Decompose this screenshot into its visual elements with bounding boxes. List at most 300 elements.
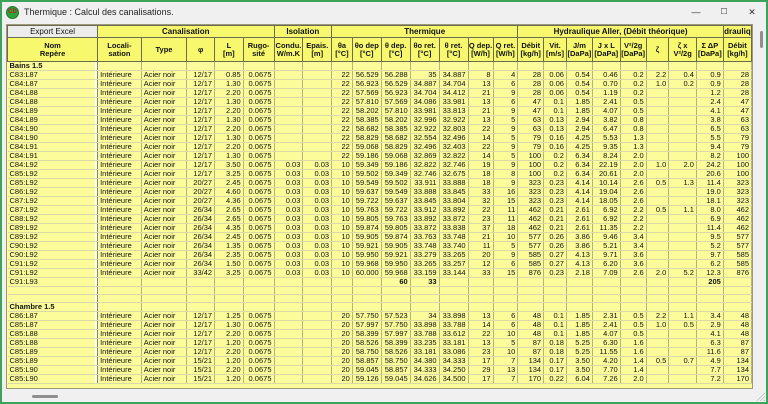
cell[interactable]: C87:L92 bbox=[8, 197, 98, 206]
cell[interactable]: 1.30 bbox=[215, 80, 244, 89]
cell[interactable] bbox=[566, 303, 592, 312]
cell[interactable] bbox=[468, 278, 493, 287]
cell[interactable]: 0.03 bbox=[274, 197, 303, 206]
cell[interactable]: 2.61 bbox=[566, 215, 592, 224]
cell[interactable]: 1.30 bbox=[215, 98, 244, 107]
cell[interactable] bbox=[646, 260, 669, 269]
cell[interactable] bbox=[410, 295, 439, 303]
cell[interactable]: Acier noir bbox=[141, 116, 187, 125]
cell[interactable]: 34.250 bbox=[439, 366, 468, 375]
cell[interactable]: 4.35 bbox=[215, 224, 244, 233]
cell[interactable]: Intérieure bbox=[98, 339, 142, 348]
cell[interactable]: 0.2 bbox=[544, 170, 567, 179]
cell[interactable]: Intérieure bbox=[98, 152, 142, 161]
cell[interactable]: 0.54 bbox=[566, 80, 592, 89]
cell[interactable]: 17 bbox=[468, 375, 493, 384]
cell[interactable]: C85:L88 bbox=[8, 330, 98, 339]
cell[interactable]: 59.763 bbox=[352, 206, 381, 215]
cell[interactable]: Chambre 1.5 bbox=[8, 303, 98, 312]
cell[interactable]: 59.968 bbox=[352, 260, 381, 269]
cell[interactable]: 22 bbox=[332, 80, 353, 89]
cell[interactable]: 34.333 bbox=[410, 366, 439, 375]
cell[interactable]: 35 bbox=[410, 71, 439, 80]
cell[interactable] bbox=[303, 125, 332, 134]
cell[interactable]: Acier noir bbox=[141, 170, 187, 179]
cell[interactable]: 0.4 bbox=[669, 71, 697, 80]
cell[interactable]: 0.23 bbox=[544, 197, 567, 206]
cell[interactable] bbox=[439, 303, 468, 312]
cell[interactable]: 2.94 bbox=[566, 116, 592, 125]
cell[interactable]: 0.03 bbox=[303, 215, 332, 224]
cell[interactable] bbox=[669, 224, 697, 233]
cell[interactable]: 33.892 bbox=[410, 215, 439, 224]
cell[interactable]: 0.0675 bbox=[243, 125, 274, 134]
cell[interactable]: 48 bbox=[518, 321, 544, 330]
cell[interactable] bbox=[243, 287, 274, 295]
cell[interactable]: 9.71 bbox=[592, 251, 620, 260]
cell[interactable]: 33.888 bbox=[410, 188, 439, 197]
cell[interactable]: C87:L92 bbox=[8, 206, 98, 215]
cell[interactable] bbox=[669, 188, 697, 197]
cell[interactable]: 0.03 bbox=[303, 197, 332, 206]
cell[interactable]: C91:L93 bbox=[8, 278, 98, 287]
cell[interactable]: 13 bbox=[493, 366, 518, 375]
cell[interactable]: 20 bbox=[332, 339, 353, 348]
cell[interactable]: 0.5 bbox=[669, 321, 697, 330]
cell[interactable] bbox=[646, 62, 669, 71]
cell[interactable]: 462 bbox=[723, 206, 751, 215]
cell[interactable]: 59.549 bbox=[381, 188, 410, 197]
cell[interactable]: 0.03 bbox=[303, 161, 332, 170]
cell[interactable]: C89:L92 bbox=[8, 233, 98, 242]
cell[interactable]: 10 bbox=[332, 161, 353, 170]
cell[interactable]: 34.887 bbox=[410, 80, 439, 89]
cell[interactable]: 0.2 bbox=[544, 152, 567, 161]
cell[interactable]: 12/17 bbox=[187, 161, 215, 170]
cell[interactable]: 29 bbox=[468, 366, 493, 375]
cell[interactable] bbox=[669, 375, 697, 384]
cell[interactable]: 33.265 bbox=[439, 251, 468, 260]
cell[interactable]: 0.1 bbox=[544, 312, 567, 321]
cell[interactable]: 585 bbox=[723, 251, 751, 260]
cell[interactable]: Acier noir bbox=[141, 188, 187, 197]
cell[interactable]: 11.35 bbox=[592, 224, 620, 233]
cell[interactable]: 0.1 bbox=[544, 321, 567, 330]
cell[interactable]: 0.0675 bbox=[243, 107, 274, 116]
cell[interactable]: 34.086 bbox=[410, 98, 439, 107]
cell[interactable]: 59.068 bbox=[381, 152, 410, 161]
cell[interactable]: 170 bbox=[518, 375, 544, 384]
cell[interactable]: 33.181 bbox=[410, 348, 439, 357]
cell[interactable]: 33.748 bbox=[439, 233, 468, 242]
cell[interactable]: 47 bbox=[518, 107, 544, 116]
cell[interactable]: 323 bbox=[723, 197, 751, 206]
cell[interactable]: 0.03 bbox=[303, 224, 332, 233]
cell[interactable]: 26/34 bbox=[187, 260, 215, 269]
cell[interactable]: 0.0675 bbox=[243, 251, 274, 260]
cell[interactable] bbox=[646, 125, 669, 134]
cell[interactable] bbox=[646, 89, 669, 98]
cell[interactable]: Acier noir bbox=[141, 161, 187, 170]
column-header[interactable]: J/m [DaPa] bbox=[566, 38, 592, 62]
cell[interactable]: 59.637 bbox=[381, 197, 410, 206]
cell[interactable]: Acier noir bbox=[141, 269, 187, 278]
cell[interactable]: 6.20 bbox=[592, 260, 620, 269]
cell[interactable]: 6 bbox=[493, 260, 518, 269]
cell[interactable] bbox=[332, 62, 353, 71]
horizontal-scrollbar-thumb[interactable] bbox=[32, 395, 58, 398]
cell[interactable]: 0.23 bbox=[544, 188, 567, 197]
cell[interactable] bbox=[98, 295, 142, 303]
cell[interactable] bbox=[723, 62, 751, 71]
cell[interactable]: 32.554 bbox=[410, 134, 439, 143]
cell[interactable] bbox=[723, 303, 751, 312]
cell[interactable]: 0.0675 bbox=[243, 188, 274, 197]
cell[interactable] bbox=[8, 287, 98, 295]
cell[interactable] bbox=[332, 278, 353, 287]
cell[interactable] bbox=[566, 287, 592, 295]
cell[interactable]: 3.82 bbox=[592, 116, 620, 125]
cell[interactable]: 22 bbox=[468, 330, 493, 339]
cell[interactable]: 33.892 bbox=[439, 206, 468, 215]
cell[interactable]: 134 bbox=[723, 357, 751, 366]
cell[interactable] bbox=[669, 287, 697, 295]
cell[interactable]: 100 bbox=[518, 152, 544, 161]
cell[interactable]: Intérieure bbox=[98, 143, 142, 152]
cell[interactable]: 7.2 bbox=[696, 375, 723, 384]
cell[interactable]: 20 bbox=[332, 312, 353, 321]
cell[interactable]: 32.746 bbox=[439, 161, 468, 170]
cell[interactable]: 323 bbox=[518, 188, 544, 197]
maximize-button[interactable]: ☐ bbox=[720, 7, 728, 16]
cell[interactable]: 59.045 bbox=[381, 375, 410, 384]
cell[interactable]: 14 bbox=[468, 321, 493, 330]
cell[interactable]: 0.9 bbox=[696, 71, 723, 80]
column-header[interactable]: Q ret. [W/h] bbox=[493, 38, 518, 62]
cell[interactable]: 0.0675 bbox=[243, 357, 274, 366]
column-header[interactable]: θo dep [°C] bbox=[352, 38, 381, 62]
cell[interactable]: 0.03 bbox=[274, 161, 303, 170]
cell[interactable] bbox=[518, 303, 544, 312]
cell[interactable]: 33.845 bbox=[439, 188, 468, 197]
cell[interactable]: 60 bbox=[381, 278, 410, 287]
column-header[interactable]: Q dep. [W/h] bbox=[468, 38, 493, 62]
cell[interactable]: 18 bbox=[468, 170, 493, 179]
cell[interactable]: 0.23 bbox=[544, 269, 567, 278]
cell[interactable]: 577 bbox=[518, 242, 544, 251]
cell[interactable]: 37 bbox=[468, 224, 493, 233]
cell[interactable]: 34.412 bbox=[439, 89, 468, 98]
cell[interactable]: 7 bbox=[493, 375, 518, 384]
cell[interactable]: 26/34 bbox=[187, 233, 215, 242]
cell[interactable]: 34 bbox=[410, 312, 439, 321]
cell[interactable]: 2.41 bbox=[592, 98, 620, 107]
cell[interactable]: C84:L88 bbox=[8, 89, 98, 98]
cell[interactable] bbox=[352, 295, 381, 303]
cell[interactable] bbox=[646, 188, 669, 197]
cell[interactable]: 0.0675 bbox=[243, 206, 274, 215]
cell[interactable]: 10 bbox=[332, 233, 353, 242]
cell[interactable]: 462 bbox=[518, 224, 544, 233]
cell[interactable]: 0.18 bbox=[544, 348, 567, 357]
cell[interactable]: Intérieure bbox=[98, 125, 142, 134]
cell[interactable] bbox=[468, 295, 493, 303]
cell[interactable]: 7.7 bbox=[696, 366, 723, 375]
cell[interactable]: 59.722 bbox=[352, 197, 381, 206]
cell[interactable] bbox=[215, 278, 244, 287]
cell[interactable]: 58.857 bbox=[381, 366, 410, 375]
cell[interactable] bbox=[303, 80, 332, 89]
cell[interactable]: 0.03 bbox=[303, 233, 332, 242]
cell[interactable] bbox=[303, 321, 332, 330]
cell[interactable]: 6.9 bbox=[696, 215, 723, 224]
cell[interactable] bbox=[669, 116, 697, 125]
cell[interactable]: 59.045 bbox=[352, 366, 381, 375]
cell[interactable]: C84:L90 bbox=[8, 134, 98, 143]
cell[interactable] bbox=[592, 303, 620, 312]
cell[interactable]: 34.500 bbox=[439, 375, 468, 384]
cell[interactable]: C84:L92 bbox=[8, 161, 98, 170]
cell[interactable]: Intérieure bbox=[98, 116, 142, 125]
cell[interactable]: 0.7 bbox=[669, 357, 697, 366]
cell[interactable]: 32.496 bbox=[439, 134, 468, 143]
cell[interactable]: 58.202 bbox=[352, 107, 381, 116]
cell[interactable]: 21 bbox=[468, 107, 493, 116]
cell[interactable]: 2.18 bbox=[566, 269, 592, 278]
cell[interactable]: 8.2 bbox=[696, 152, 723, 161]
cell[interactable] bbox=[410, 62, 439, 71]
cell[interactable]: 4.14 bbox=[566, 188, 592, 197]
cell[interactable] bbox=[566, 295, 592, 303]
cell[interactable]: 34.704 bbox=[439, 80, 468, 89]
cell[interactable]: 13 bbox=[468, 80, 493, 89]
cell[interactable]: 1.30 bbox=[215, 152, 244, 161]
cell[interactable] bbox=[215, 287, 244, 295]
cell[interactable] bbox=[303, 348, 332, 357]
cell[interactable] bbox=[669, 215, 697, 224]
cell[interactable]: Acier noir bbox=[141, 375, 187, 384]
cell[interactable]: 32.496 bbox=[410, 143, 439, 152]
cell[interactable]: 5 bbox=[493, 134, 518, 143]
cell[interactable]: Intérieure bbox=[98, 375, 142, 384]
cell[interactable] bbox=[646, 215, 669, 224]
cell[interactable]: C90:L92 bbox=[8, 242, 98, 251]
cell[interactable] bbox=[646, 375, 669, 384]
cell[interactable] bbox=[493, 62, 518, 71]
cell[interactable]: 10 bbox=[332, 170, 353, 179]
cell[interactable]: 1.4 bbox=[620, 357, 646, 366]
cell[interactable]: C88:L92 bbox=[8, 215, 98, 224]
cell[interactable]: 0.70 bbox=[592, 80, 620, 89]
cell[interactable] bbox=[381, 62, 410, 71]
cell[interactable]: 876 bbox=[723, 269, 751, 278]
cell[interactable]: 2.0 bbox=[669, 161, 697, 170]
cell[interactable]: 12/17 bbox=[187, 116, 215, 125]
cell[interactable]: 59.805 bbox=[352, 215, 381, 224]
cell[interactable]: C84:L89 bbox=[8, 107, 98, 116]
cell[interactable]: 0.0675 bbox=[243, 312, 274, 321]
cell[interactable]: 9 bbox=[493, 161, 518, 170]
cell[interactable]: 0.03 bbox=[303, 242, 332, 251]
resize-grip[interactable] bbox=[756, 392, 765, 401]
cell[interactable]: Intérieure bbox=[98, 170, 142, 179]
cell[interactable]: Acier noir bbox=[141, 152, 187, 161]
cell[interactable]: 20 bbox=[332, 330, 353, 339]
cell[interactable]: 2.35 bbox=[215, 251, 244, 260]
cell[interactable] bbox=[274, 321, 303, 330]
cell[interactable] bbox=[274, 287, 303, 295]
cell[interactable]: 0.03 bbox=[274, 260, 303, 269]
cell[interactable]: C85:L92 bbox=[8, 179, 98, 188]
cell[interactable]: 4.20 bbox=[592, 357, 620, 366]
cell[interactable] bbox=[303, 295, 332, 303]
cell[interactable]: 59.549 bbox=[352, 179, 381, 188]
cell[interactable]: 4 bbox=[493, 71, 518, 80]
cell[interactable] bbox=[274, 80, 303, 89]
cell[interactable] bbox=[696, 295, 723, 303]
cell[interactable]: 2.20 bbox=[215, 143, 244, 152]
cell[interactable]: 23 bbox=[468, 348, 493, 357]
cell[interactable]: 2.94 bbox=[566, 125, 592, 134]
cell[interactable]: 59.637 bbox=[352, 188, 381, 197]
cell[interactable]: C84:L89 bbox=[8, 116, 98, 125]
cell[interactable]: 11 bbox=[493, 206, 518, 215]
cell[interactable]: 12/17 bbox=[187, 125, 215, 134]
cell[interactable]: 577 bbox=[518, 233, 544, 242]
cell[interactable]: 1.3 bbox=[620, 134, 646, 143]
cell[interactable]: 1.85 bbox=[566, 312, 592, 321]
cell[interactable]: 0.54 bbox=[566, 89, 592, 98]
vertical-scrollbar[interactable] bbox=[755, 24, 766, 389]
cell[interactable] bbox=[669, 152, 697, 161]
cell[interactable]: 2.2 bbox=[646, 71, 669, 80]
cell[interactable] bbox=[646, 107, 669, 116]
cell[interactable]: Acier noir bbox=[141, 224, 187, 233]
cell[interactable]: 0.8 bbox=[620, 125, 646, 134]
cell[interactable] bbox=[646, 224, 669, 233]
cell[interactable]: 1.3 bbox=[620, 143, 646, 152]
cell[interactable]: 47 bbox=[723, 107, 751, 116]
cell[interactable] bbox=[303, 339, 332, 348]
cell[interactable]: Acier noir bbox=[141, 89, 187, 98]
cell[interactable]: 20 bbox=[332, 321, 353, 330]
minimize-button[interactable]: — bbox=[691, 7, 701, 17]
column-header[interactable]: θo ret. [°C] bbox=[410, 38, 439, 62]
column-header[interactable]: L [m] bbox=[215, 38, 244, 62]
cell[interactable]: 12/17 bbox=[187, 312, 215, 321]
cell[interactable]: Intérieure bbox=[98, 89, 142, 98]
cell[interactable]: 2.2 bbox=[620, 206, 646, 215]
cell[interactable]: 0.21 bbox=[544, 224, 567, 233]
cell[interactable] bbox=[274, 62, 303, 71]
cell[interactable]: 33.788 bbox=[439, 321, 468, 330]
cell[interactable]: 10 bbox=[493, 348, 518, 357]
cell[interactable]: 58.750 bbox=[352, 348, 381, 357]
cell[interactable]: C90:L92 bbox=[8, 251, 98, 260]
cell[interactable]: 6 bbox=[493, 321, 518, 330]
cell[interactable]: 2.6 bbox=[620, 197, 646, 206]
cell[interactable]: 10.14 bbox=[592, 179, 620, 188]
cell[interactable] bbox=[646, 303, 669, 312]
cell[interactable]: 2.45 bbox=[215, 233, 244, 242]
cell[interactable]: 6.34 bbox=[566, 152, 592, 161]
cell[interactable]: 3.50 bbox=[566, 366, 592, 375]
cell[interactable]: 2.20 bbox=[215, 366, 244, 375]
cell[interactable]: 2.6 bbox=[620, 269, 646, 278]
cell[interactable]: 63 bbox=[723, 116, 751, 125]
cell[interactable]: 0.2 bbox=[544, 161, 567, 170]
cell[interactable]: 170 bbox=[723, 375, 751, 384]
cell[interactable]: 5.21 bbox=[592, 242, 620, 251]
cell[interactable]: 59.763 bbox=[381, 215, 410, 224]
cell[interactable] bbox=[544, 62, 567, 71]
cell[interactable]: 2.20 bbox=[215, 348, 244, 357]
cell[interactable]: 0.03 bbox=[274, 251, 303, 260]
horizontal-scrollbar[interactable] bbox=[6, 391, 753, 402]
cell[interactable]: 0.2 bbox=[669, 80, 697, 89]
cell[interactable]: Acier noir bbox=[141, 215, 187, 224]
cell[interactable] bbox=[439, 287, 468, 295]
cell[interactable] bbox=[332, 295, 353, 303]
cell[interactable]: C86:L87 bbox=[8, 312, 98, 321]
cell[interactable] bbox=[620, 303, 646, 312]
cell[interactable]: C83:L87 bbox=[8, 71, 98, 80]
cell[interactable]: 134 bbox=[518, 366, 544, 375]
cell[interactable]: 58.526 bbox=[381, 348, 410, 357]
cell[interactable]: 33 bbox=[410, 278, 439, 287]
column-header[interactable]: ζ x V²/2g bbox=[669, 38, 697, 62]
cell[interactable]: 2.31 bbox=[592, 312, 620, 321]
cell[interactable]: 6.47 bbox=[592, 125, 620, 134]
cell[interactable]: 8 bbox=[468, 71, 493, 80]
cell[interactable]: 0.26 bbox=[544, 242, 567, 251]
cell[interactable] bbox=[518, 287, 544, 295]
cell[interactable] bbox=[215, 62, 244, 71]
cell[interactable]: 32.869 bbox=[410, 152, 439, 161]
cell[interactable]: 57.750 bbox=[381, 321, 410, 330]
cell[interactable]: Acier noir bbox=[141, 197, 187, 206]
column-header[interactable]: Locali- sation bbox=[98, 38, 142, 62]
cell[interactable]: 205 bbox=[696, 278, 723, 287]
cell[interactable]: 2.20 bbox=[215, 125, 244, 134]
cell[interactable]: 12/17 bbox=[187, 170, 215, 179]
cell[interactable]: 28 bbox=[723, 71, 751, 80]
cell[interactable]: 56.923 bbox=[381, 89, 410, 98]
cell[interactable]: 0.03 bbox=[303, 260, 332, 269]
cell[interactable] bbox=[98, 287, 142, 295]
column-header[interactable]: ζ bbox=[646, 38, 669, 62]
cell[interactable]: 3.50 bbox=[215, 161, 244, 170]
cell[interactable]: 0.16 bbox=[544, 134, 567, 143]
cell[interactable]: 2.20 bbox=[215, 89, 244, 98]
cell[interactable]: 87 bbox=[518, 339, 544, 348]
cell[interactable]: 100 bbox=[723, 161, 751, 170]
cell[interactable]: 33.872 bbox=[410, 224, 439, 233]
cell[interactable] bbox=[620, 278, 646, 287]
cell[interactable] bbox=[544, 303, 567, 312]
cell[interactable]: 47 bbox=[723, 98, 751, 107]
cell[interactable]: 6.3 bbox=[696, 339, 723, 348]
cell[interactable]: Intérieure bbox=[98, 242, 142, 251]
cell[interactable]: 0.5 bbox=[620, 330, 646, 339]
cell[interactable]: 3.6 bbox=[620, 251, 646, 260]
cell[interactable] bbox=[669, 348, 697, 357]
cell[interactable]: 1.85 bbox=[566, 330, 592, 339]
cell[interactable]: 0.26 bbox=[544, 233, 567, 242]
cell[interactable] bbox=[381, 295, 410, 303]
cell[interactable]: 59.950 bbox=[352, 251, 381, 260]
cell[interactable]: 12/17 bbox=[187, 321, 215, 330]
